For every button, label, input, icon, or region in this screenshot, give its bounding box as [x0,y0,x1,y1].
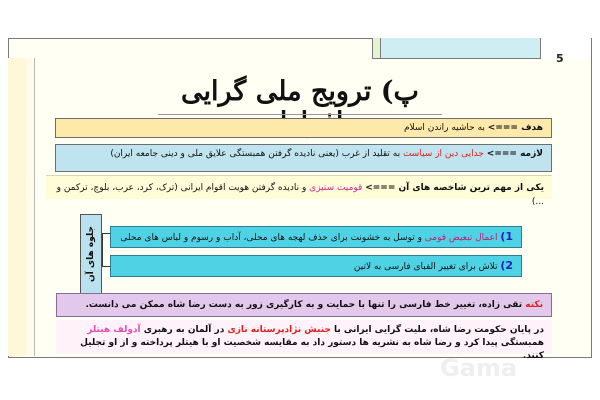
note-label: نکته [525,300,543,310]
manifestation-item-2-text: تلاش برای تغییر الفبای فارسی به لاتین [353,262,501,272]
indicators-prefix: یکی از مهم ترین شاخصه های آن ===> [365,183,544,193]
final-highlight-1: جنبش نژادپرستانه نازی [227,325,331,335]
necessity-highlight: جدایی دین از سیاست [402,149,487,159]
watermark-logo: Gama [440,354,518,382]
left-decor-column [8,58,27,356]
left-decor-column-inner [26,58,35,356]
indicators-highlight: قومیت ستیزی [309,183,366,193]
final-part-1: در پایان حکومت رضا شاه، ملیت گرایی ایرانی با [330,325,544,335]
goal-box [55,118,552,138]
manifestation-item-2-num: 2) [500,259,513,272]
manifestation-item-1-highlight: اعمال تبعیض قومی [424,233,501,243]
top-strip-right [540,38,591,58]
indicators-text: و نادیده گرفتن هویت اقوام ایرانی (ترک، کرد، عرب، بلوچ، ترکمن و ...) [56,183,544,207]
indicators-box [46,175,552,207]
title-underline [158,114,442,115]
necessity-box [55,144,552,172]
slide-number: 5 [556,52,564,65]
final-part-3: همبستگی پیدا کرد و رضا شاه به نشریه ها دستور داد به مقایسه شخصیت او با هیتلر پرداخته و از او تجلیل کنند. [80,338,544,361]
final-part-2: در آلمان به رهبری [140,325,228,335]
manifestation-item-1-num: 1) [500,230,513,243]
manifestations-label-wrap [80,214,102,294]
note-box [56,293,552,317]
necessity-text: به تقلید از غرب (یعنی نادیده گرفتن همبستگی علایق ملی و دینی جامعه ایران) [110,149,403,159]
final-paragraph [56,320,552,361]
manifestation-item-2 [110,255,522,277]
goal-text: به حاشیه راندن اسلام [403,123,488,133]
manifestation-item-1 [110,226,522,248]
manifestation-item-1-text: و توسل به خشونت برای حذف لهجه های محلی، آداب و رسوم و لباس های محلی [120,233,425,243]
top-strip-blue [380,38,541,58]
note-text: تقی زاده، تغییر خط فارسی را تنها با حمایت و به کارگیری زور به دست رضا شاه ممکن می دانست. [85,300,526,310]
manifestations-label: جلوه های آن [86,225,96,283]
final-highlight-2: آدولف هیتلر [87,325,141,335]
page-title: پ) ترویج ملی گرایی [181,76,419,107]
necessity-prefix: لازمه ===> [486,149,543,159]
goal-prefix: هدف ===> [487,123,543,133]
